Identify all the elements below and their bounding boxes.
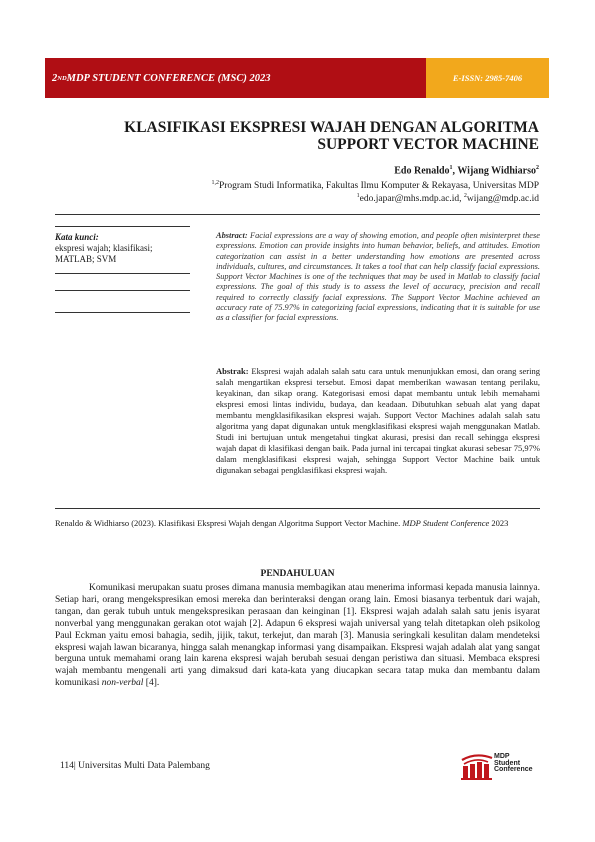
footer-text: | Universitas Multi Data Palembang [73,761,210,771]
abstract-bottom-rule [55,508,540,509]
conference-number: 2 [52,72,58,84]
abstract-indonesian-label: Abstrak: [216,366,249,376]
paper-title-line2: SUPPORT VECTOR MACHINE [317,136,539,153]
logo-line3: Conference [494,766,533,773]
keywords-rule-2 [55,290,190,291]
email-2-sup: 2 [463,193,467,199]
email-1[interactable]: edo.japar@mhs.mdp.ac.id [359,194,460,205]
author-1-sup: 1 [449,165,453,171]
page-number: 114 [60,761,74,771]
logo-text [494,754,533,774]
citation-journal: MDP Student Conference [402,518,490,528]
intro-paragraph-end: [4]. [143,678,160,689]
citation-text: Renaldo & Widhiarso (2023). Klasifikasi Ekspresi Wajah dengan Algoritma Support Vector Machine. [55,518,403,528]
affiliation-sup: 1,2 [211,180,219,186]
author-separator: , [452,165,458,177]
citation-year: 2023 [489,518,509,528]
keywords-rule-3 [55,312,190,313]
conference-banner [45,58,549,98]
page-footer [60,761,210,771]
keywords-rule-1 [55,273,190,274]
conference-name [45,58,426,98]
affiliation-text: Program Studi Informatika, Fakultas Ilmu Komputer & Rekayasa, Universitas MDP [218,181,539,192]
author-2-sup: 2 [536,165,539,171]
email-separator: , [459,194,464,205]
intro-paragraph [55,583,540,690]
eissn-badge: E-ISSN: 2985-7406 [426,58,549,98]
author-1: Edo Renaldo [394,165,450,177]
logo-line1: MDP [494,753,510,760]
email-2[interactable]: wijang@mdp.ac.id [466,194,539,205]
abstract-indonesian [216,366,540,476]
keywords-list: ekspresi wajah; klasifikasi; MATLAB; SVM [55,243,153,264]
keywords-heading: Kata kunci: [55,232,99,242]
abstract-english-label: Abstract: [216,231,248,240]
citation [55,518,540,529]
conference-title: MDP STUDENT CONFERENCE (MSC) 2023 [66,72,271,84]
intro-paragraph-text: Komunikasi merupakan suatu proses dimana manusia membagikan atau menerima informasi kepada manusia lainnya. Setiap hari, orang mengekspresikan emosi mereka dan berinteraksi dengan orang lain. Emosi biasanya terbentuk dari wajah, tangan, dan gerak tubuh untuk mengekspresikan perasaan dan keinginan [1]. Ekspresi wajah adalah salah satu jenis isyarat nonverbal yang menggunakan gerakan otot wajah [2]. Adapun 6 ekspresi wajah universal yang telah ditetapkan oleh psikolog Paul Eckman yaitu emosi bahagia, sedih, jijik, takut, terkejut, dan marah [3]. Manusia seringkali kesulitan dalam mendeteksi ekspresi wajah lawan bicaranya, hingga salah menangkap informasi yang disampaikan. Ekspresi wajah adalah alat yang sangat berguna untuk memahami orang lain karena ekspresi wajah berubah sesuai dengan peristiwa dan situasi. Membaca ekspresi wajah membantu mengenali arti yang dimaksud dari kata-kata yang diucapkan secara tatap muka dan membantu dalam komunikasi [55,583,540,689]
paper-title-line1: KLASIFIKASI EKSPRESI WAJAH DENGAN ALGORITMA [124,119,539,136]
logo-line2: Student [494,759,521,767]
conference-number-suffix: ND [57,74,67,82]
intro-paragraph-italic: non-verbal [101,678,144,689]
paper-title [99,119,539,153]
author-2: Wijang Widhiarso [457,165,536,177]
author-emails [357,193,539,204]
affiliation [211,180,539,191]
email-1-sup: 1 [356,193,360,199]
keywords-rule-top [55,226,190,227]
abstract-english-text: Facial expressions are a way of showing emotion, and people often misinterpret these expressions. Emotion can provide insights into human behavior, beliefs, and attitudes. Emotion categorization can assist in a better understanding how emotions are presented across individuals, cultures, and circumstances. It takes a tool that can help classify facial expressions. Support Vector Machines is one of the techniques that may be used in Matlab to classify facial expressions. The goal of this study is to assess the level of accuracy, precision and recall required to correctly classify facial expressions. The Support Vector Machine achieved an accuracy rate of 75.97% in categorizing facial expressions, indicating that it is suitable for use as a classifier for facial expressions. [216,231,540,323]
abstract-english [216,231,540,324]
top-rule [55,214,540,215]
abstract-indonesian-text: Ekspresi wajah adalah salah satu cara untuk menunjukkan emosi, dan orang sering salah mengartikan ekspresi tersebut. Emosi dapat memberikan wawasan tentang perilaku, keyakinan, dan sikap orang. Kategorisasi emosi dapat membantu untuk lebih memahami ekspresi emosi lintas individu, budaya, dan keadaan. Dibutuhkan sebuah alat yang dapat membantu mengklasifikasikan ekspresi wajah. Support Vector Machines adalah salah satu algoritma yang dapat digunakan untuk mengklasifikasi ekspresi wajah menggunakan Matlab. Studi ini bertujuan untuk mengetahui tingkat akurasi, presisi dan recall sehingga ekspresi wajah dapat di klasifikasi dengan baik. Pada jurnal ini tercapai tingkat akurasi sebesar 75,97% dalam mengklasifikasi ekspresi wajah, sehingga Support Vector Machine baik untuk digunakan sebagai pengklasifikasi ekspresi wajah. [216,366,540,475]
author-list [394,165,539,176]
section-heading: PENDAHULUAN [260,569,335,579]
